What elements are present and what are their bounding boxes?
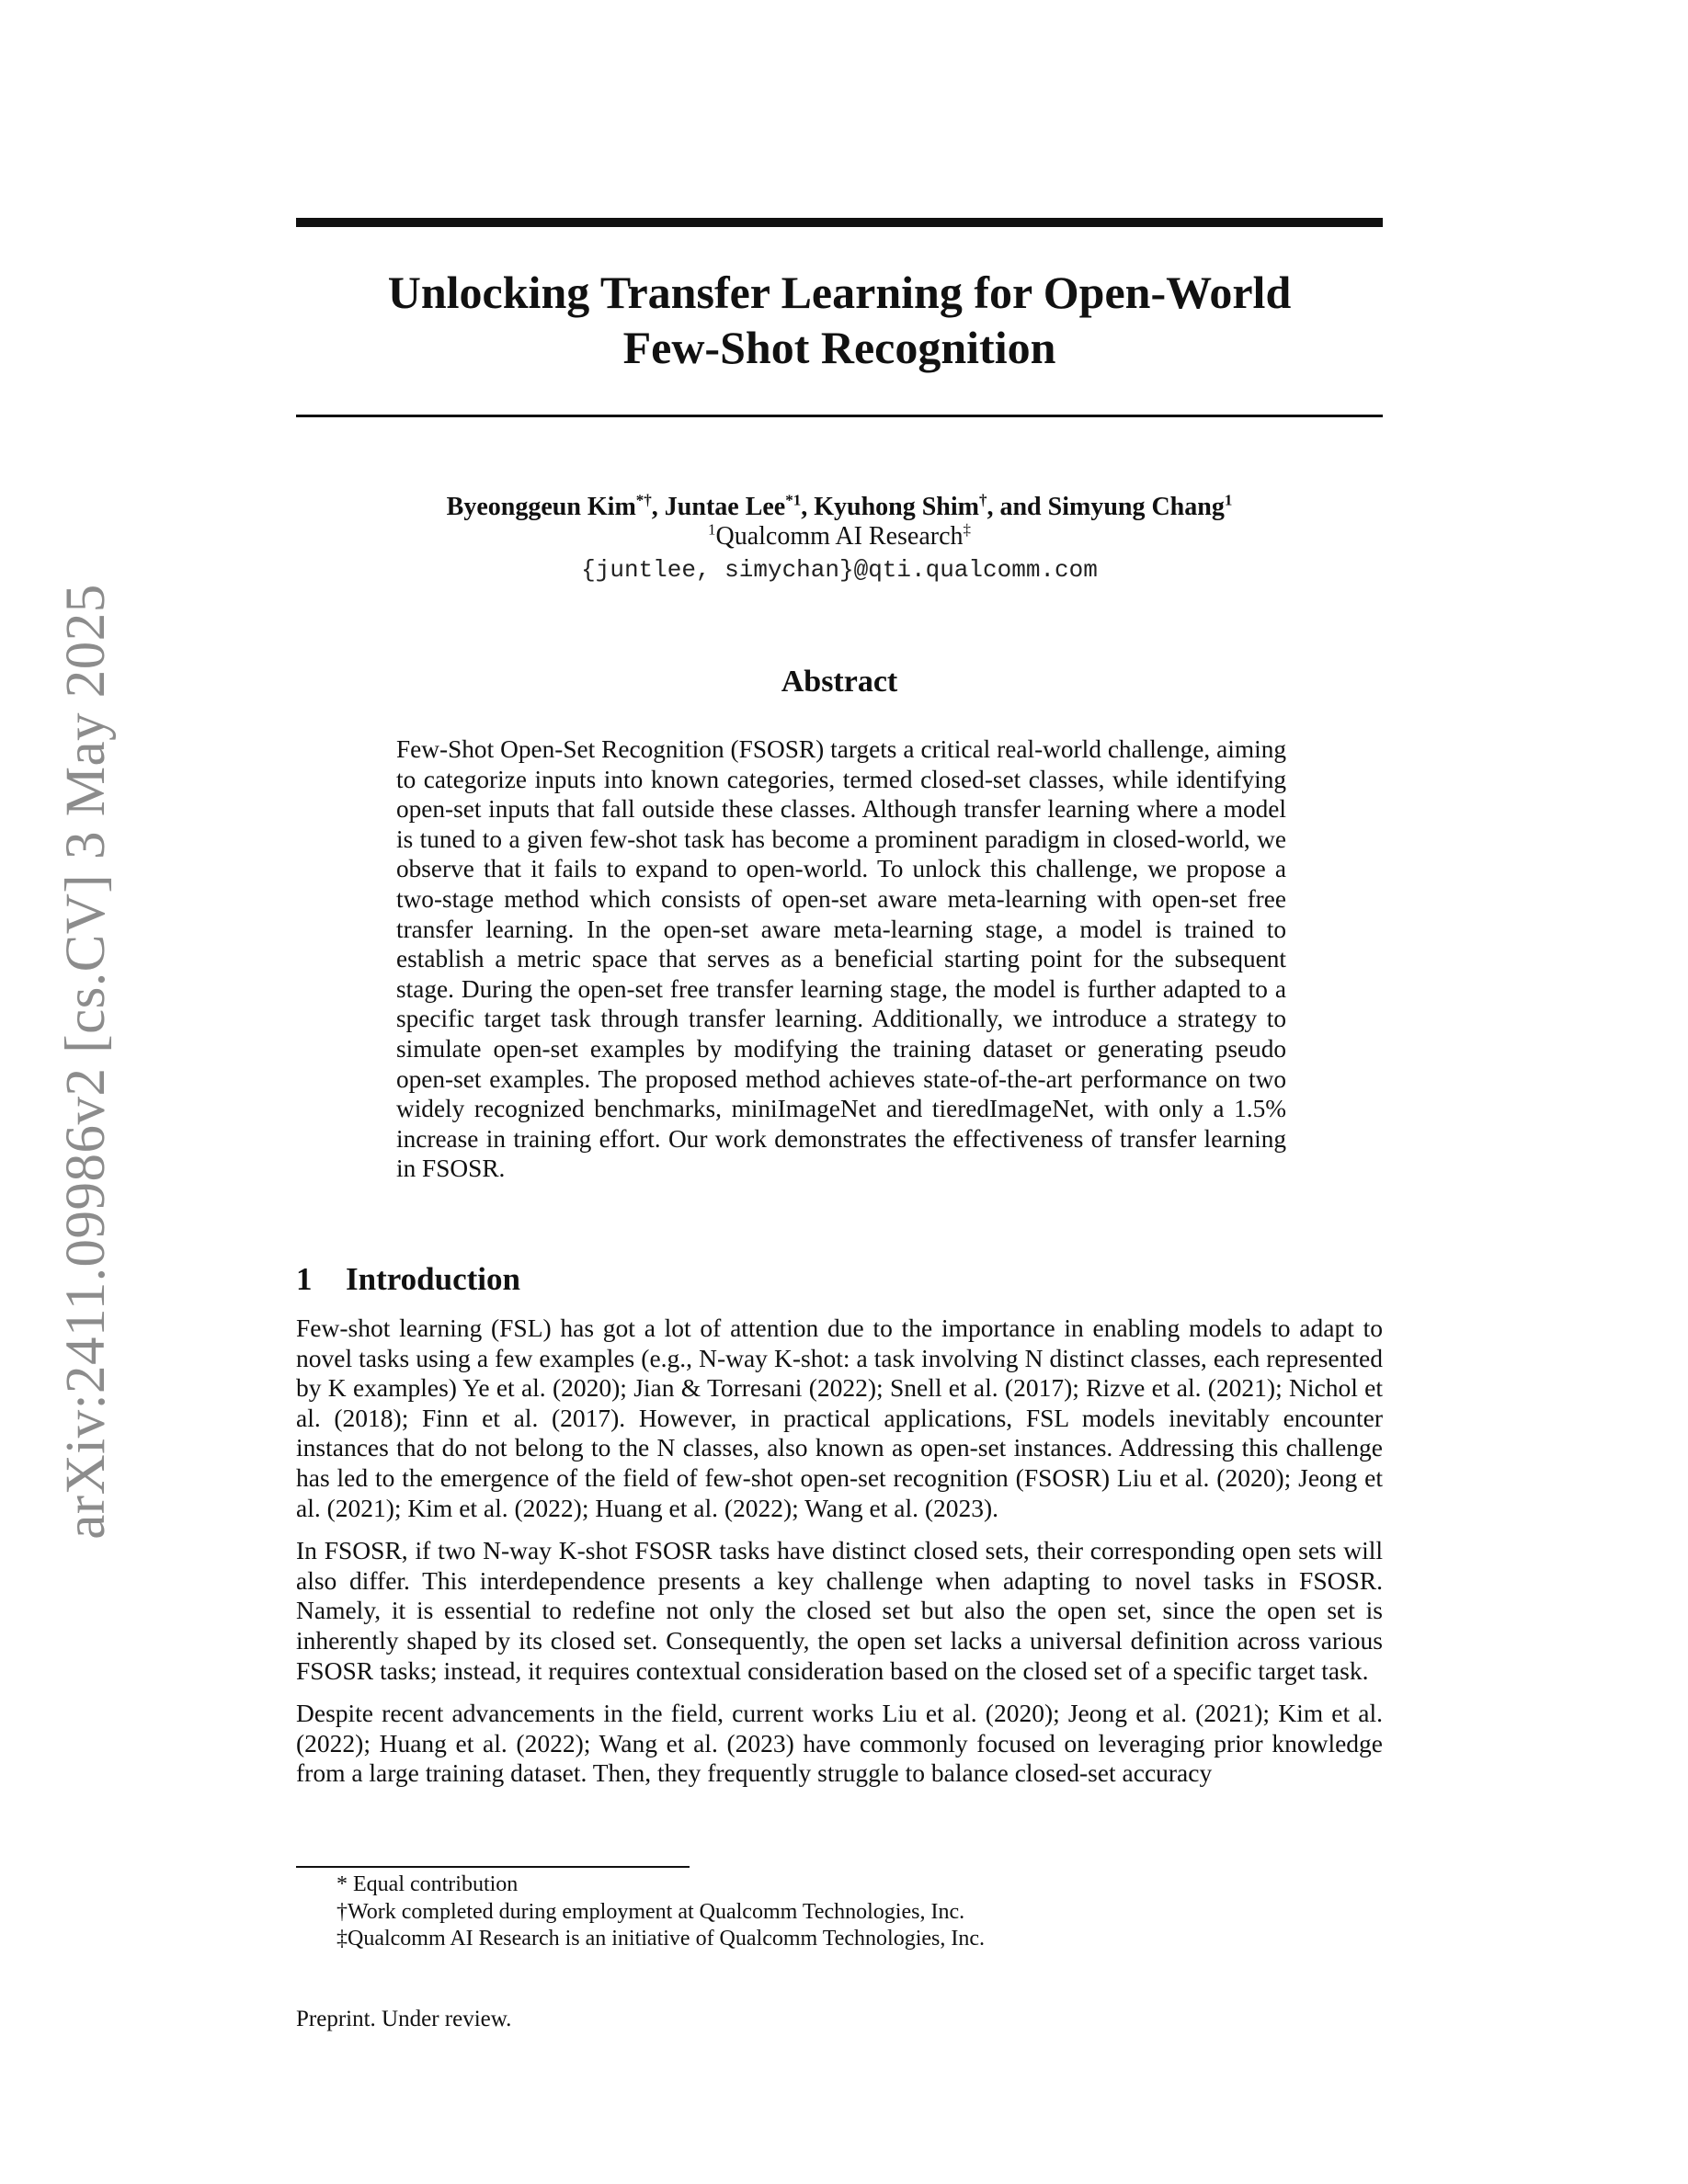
author-email[interactable]: {juntlee, simychan}@qti.qualcomm.com xyxy=(581,556,1098,584)
section-heading-introduction xyxy=(296,1259,520,1300)
author: Kyuhong Shim† xyxy=(814,491,987,521)
affiliation-name: Qualcomm AI Research xyxy=(715,522,964,551)
arxiv-side-identifier xyxy=(31,579,142,1544)
title-rule-bottom xyxy=(296,415,1383,417)
author-mark: *1 xyxy=(785,491,802,509)
author-separator: , xyxy=(801,493,815,521)
section-number: 1 xyxy=(296,1261,313,1297)
affiliation-footnote-mark: ‡ xyxy=(963,520,972,539)
abstract-heading: Abstract xyxy=(781,665,898,699)
author: Simyung Chang$^1$ xyxy=(1047,491,1233,521)
paragraph: In FSOSR, if two N-way K-shot FSOSR tasks have distinct closed sets, their corresponding open sets will also differ. This interdependence presents a key challenge when adapting to novel tasks in FSOSR. Namely, it is essential to redefine not only the closed set but also the open set, since the open set is inherently shaped by its closed set. Consequently, the open set lacks a universal definition across various FSOSR tasks; instead, it requires contextual consideration based on the closed set of a specific target task. xyxy=(296,1536,1383,1685)
title-line-2: Few-Shot Recognition xyxy=(622,322,1056,373)
preprint-notice: Preprint. Under review. xyxy=(296,2007,512,2031)
introduction-body xyxy=(296,1314,1383,1802)
footnote: †Work completed during employment at Qualcomm Technologies, Inc. xyxy=(336,1899,965,1924)
abstract-text: Few-Shot Open-Set Recognition (FSOSR) targets a critical real-world challenge, aiming to categorize inputs into known categories, termed closed-set classes, while identifying open-set inputs that fall outside these classes. Although transfer learning where a model is tuned to a given few-shot task has become a prominent paradigm in closed-world, we observe that it fails to expand to open-world. To unlock this challenge, we propose a two-stage method which consists of open-set aware meta-learning with open-set free transfer learning. In the open-set aware meta-learning stage, a model is trained to establish a metric space that serves as a beneficial starting point for the subsequent stage. During the open-set free transfer learning stage, the model is further adapted to a specific target task through transfer learning. Additionally, we introduce a strategy to simulate open-set examples by modifying the training dataset or generating pseudo open-set examples. The proposed method achieves state-of-the-art performance on two widely recognized benchmarks, miniImageNet and tieredImageNet, with only a 1.5% increase in training effort. Our work demonstrates the effectiveness of transfer learning in FSOSR. xyxy=(396,735,1286,1183)
author: Byeonggeun Kim*† xyxy=(446,491,652,521)
paper-title xyxy=(296,265,1383,375)
author-mark: *† xyxy=(635,491,652,509)
author-separator: , and xyxy=(987,493,1048,521)
paragraph: Few-shot learning (FSL) has got a lot of attention due to the importance in enabling models to adapt to novel tasks using a few examples (e.g., N-way K-shot: a task involving N distinct classes, each represented by K examples) Ye et al. (2020); Jian & Torresani (2022); Snell et al. (2017); Rizve et al. (2021); Nichol et al. (2018); Finn et al. (2017). However, in practical applications, FSL models inevitably encounter instances that do not belong to the N classes, also known as open-set instances. Addressing this challenge has led to the emergence of the field of few-shot open-set recognition (FSOSR) Liu et al. (2020); Jeong et al. (2021); Kim et al. (2022); Huang et al. (2022); Wang et al. (2023). xyxy=(296,1314,1383,1522)
affiliation-mark: 1 xyxy=(707,520,716,539)
title-line-1: Unlocking Transfer Learning for Open-World xyxy=(387,267,1292,318)
affiliation xyxy=(296,520,1383,553)
arxiv-identifier-text: arXiv:2411.09986v2 [cs.CV] 3 May 2025 xyxy=(55,584,118,1540)
author-separator: , xyxy=(651,493,665,521)
section-title: Introduction xyxy=(346,1261,520,1297)
author: Juntae Lee$^{*1}$ xyxy=(664,491,802,521)
paragraph: Despite recent advancements in the field, current works Liu et al. (2020); Jeong et al. (2021); Kim et al. (2022); Huang et al. (2022); Wang et al. (2023) have commonly focused on leveraging prior knowledge from a large training dataset. Then, they frequently struggle to balance closed-set accuracy xyxy=(296,1699,1383,1788)
title-rule-top xyxy=(296,218,1383,227)
author-mark: 1 xyxy=(1224,491,1233,509)
footnote: * Equal contribution xyxy=(336,1872,519,1896)
footnotes xyxy=(336,1871,985,1953)
footnote-separator xyxy=(296,1866,690,1868)
author-mark: † xyxy=(978,491,987,509)
footnote: ‡Qualcomm AI Research is an initiative of Qualcomm Technologies, Inc. xyxy=(336,1927,986,1951)
